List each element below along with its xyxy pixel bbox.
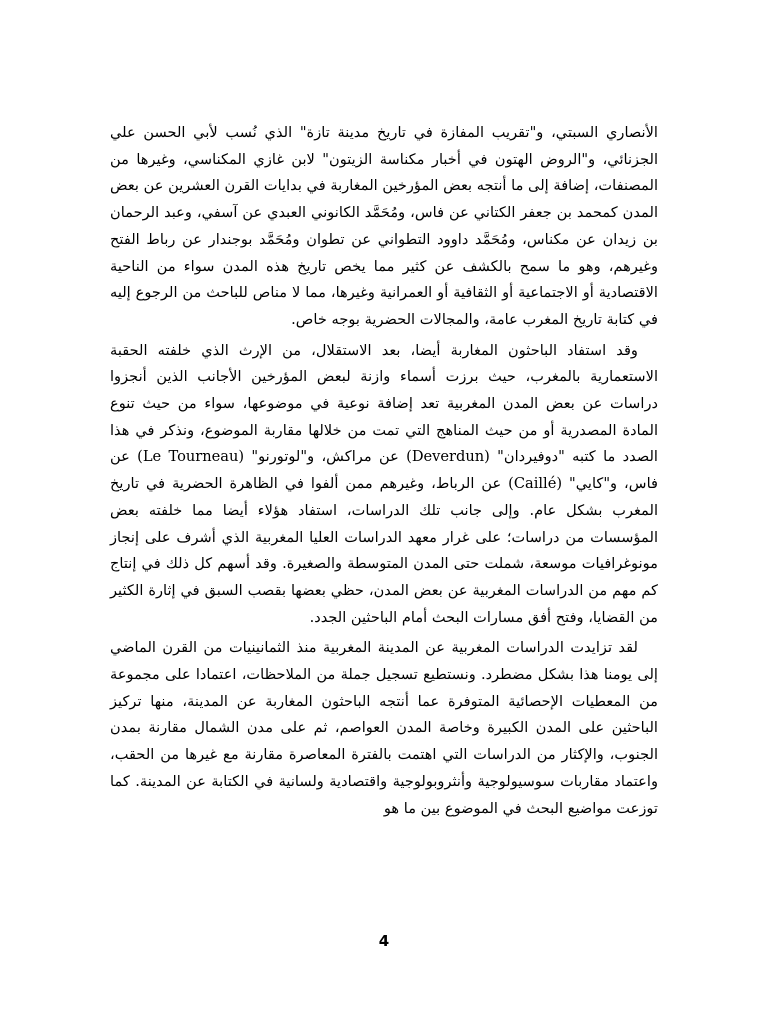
paragraph-2: وقد استفاد الباحثون المغاربة أيضا، بعد الاستقلال، من الإرث الذي خلفته الحقبة الاستعمارية بالمغرب، حيث برزت أسماء وازنة لبعض المؤرخين الأجانب الذين أنجزوا دراسات عن بعض المدن المغربية تعد إضافة نوعية في موضوعها، سواء من حيث تنوع المادة المصدرية أو من حيث المناهج التي تمت من خلالها مقاربة الموضوع، ونذكر في هذا الصدد ما كتبه "دوفيردان" (Deverdun) عن مراكش، و"لوتورنو" (Le Tourneau) عن فاس، و"كايي" (Caillé) عن الرباط، وغيرهم ممن ألفوا في الظاهرة الحضرية في تاريخ المغرب بشكل عام. وإلى جانب تلك الدراسات، استفاد هؤلاء أيضا مما خلفته بعض المؤسسات من دراسات؛ على غرار معهد الدراسات العليا المغربية الذي أشرف على إنجاز مونوغرافيات موسعة، شملت حتى المدن المتوسطة والصغيرة. وقد أسهم كل ذلك في إنتاج كم مهم من الدراسات المغربية عن بعض المدن، حظي بعضها بقصب السبق في إثارة الكثير من القضايا، وفتح أفق مسارات البحث أمام الباحثين الجدد. — [110, 341, 658, 626]
paragraph-1: الأنصاري السبتي، و"تقريب المفازة في تاريخ مدينة تازة" الذي نُسب لأبي الحسن علي الجزنائي، و"الروض الهتون في أخبار مكناسة الزيتون" لابن غازي المكناسي، وغيرها من المصنفات، إضافة إلى ما أنتجه بعض المؤرخين المغاربة في بدايات القرن العشرين عن بعض المدن كمحمد بن جعفر الكتاني عن فاس، ومُحَمَّد الكانوني العبدي عن آسفي، وعبد الرحمان بن زيدان عن مكناس، ومُحَمَّد داوود التطواني عن تطوان ومُحَمَّد بوجندار عن رباط الفتح وغيرهم، وهو ما سمح بالكشف عن كثير مما يخص تاريخ هذه المدن سواء من الناحية الاقتصادية أو الاجتماعية أو الثقافية أو العمرانية وغيرها، مما لا مناص للباحث من الرجوع إليه في كتابة تاريخ المغرب عامة، والمجالات الحضرية بوجه خاص. — [110, 124, 658, 328]
body-text — [110, 120, 658, 822]
page-number: 4 — [378, 932, 390, 950]
paragraph-3: لقد تزايدت الدراسات المغربية عن المدينة المغربية منذ الثمانينيات من القرن الماضي إلى يومنا هذا بشكل مضطرد. ونستطيع تسجيل جملة من الملاحظات، اعتمادا على مجموعة من المعطيات الإحصائية المتوفرة عما أنتجه الباحثون المغاربة عن المدينة، منها تركيز الباحثين على المدن الكبيرة وخاصة المدن العواصم، ثم على مدن الشمال مقارنة بمدن الجنوب، والإكثار من الدراسات التي اهتمت بالفترة المعاصرة مقارنة مع غيرها من الحقب، واعتماد مقاربات سوسيولوجية وأنثروبولوجية واقتصادية ولسانية في الكتابة عن المدينة. كما توزعت مواضيع البحث في الموضوع بين ما هو — [110, 639, 658, 817]
